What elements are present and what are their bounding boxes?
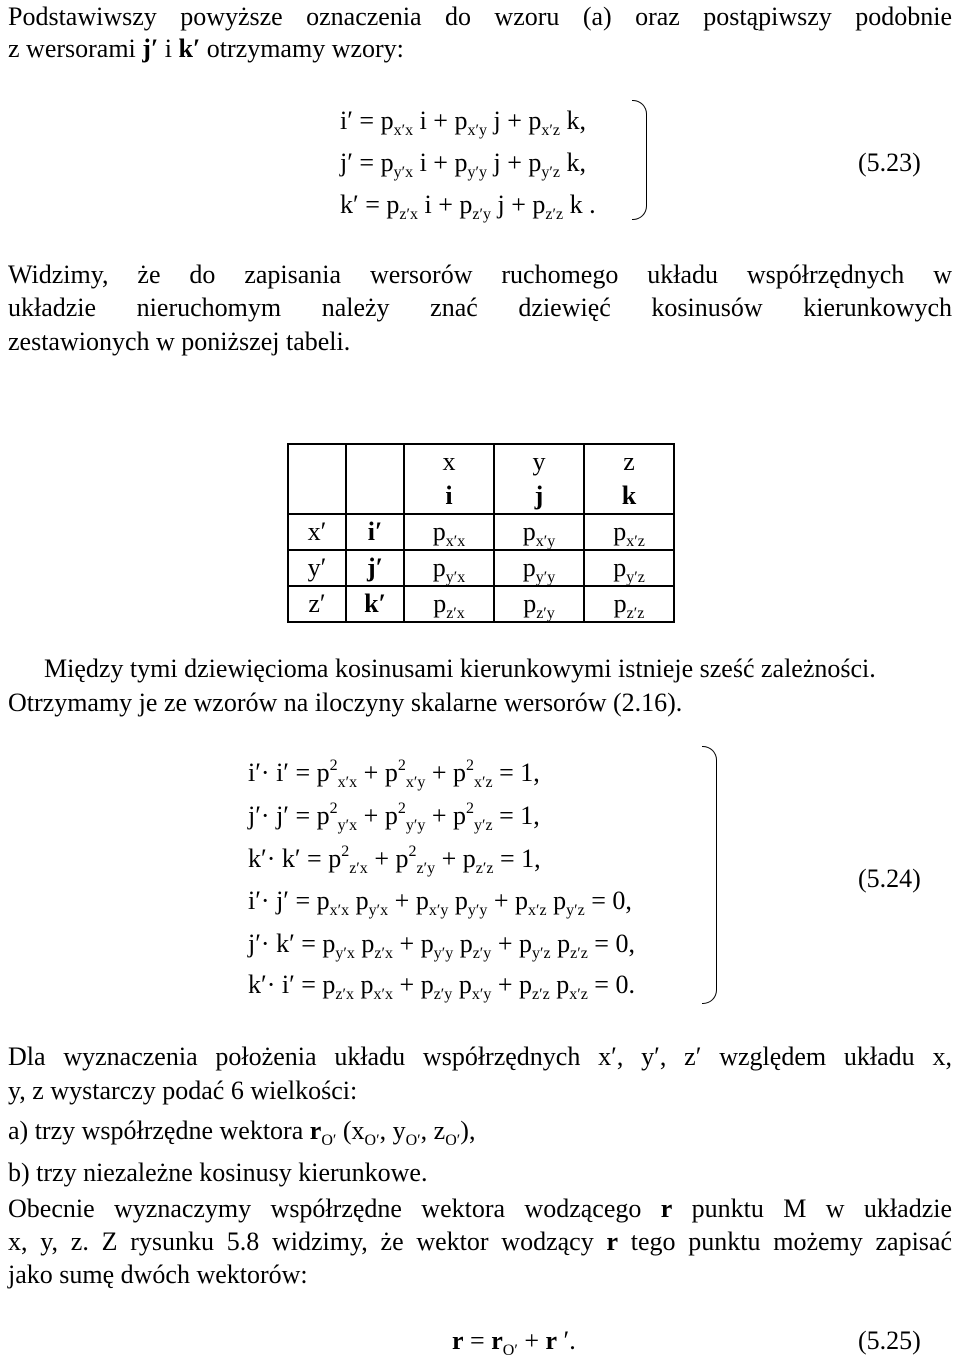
eq523-row: $i' = p_{x'x}$ $i + p_{x'y}$ $j + p_{x'z}$ k,	[340, 106, 586, 139]
eq524-row: $k'\cdot k' = p^2_{z'x} + p^2_{z'y} + p_{z'z} = 1$,	[248, 843, 541, 877]
equation-number: (5.25)	[858, 1326, 921, 1355]
empty-cell	[288, 444, 346, 479]
versor-j-prime: j′	[142, 34, 159, 63]
cosine-cell: $p_{x'y}$	[494, 514, 584, 550]
eq524-row: $j'\cdot j' = p^2_{y'x} + p^2_{y'y} + p^2_{y'z} = 1$,	[248, 800, 540, 834]
cosine-cell: $p_{z'x}$	[404, 586, 494, 622]
eq523-row: $k' = p_{z'x}$ $i + p_{z'y}$ $j + p_{z'z}$ k .	[340, 190, 596, 223]
list-item-a: a) trzy współrzędne wektora $r_{O'}$ ($x_{O'}$, $y_{O'}$, $z_{O'}$),	[8, 1116, 476, 1149]
row-vector: j′	[346, 550, 404, 586]
para5-line-2: x, y, z. Z rysunku 5.8 widzimy, że wektor wodzący r tego punktu możemy zapisać	[8, 1227, 952, 1256]
empty-cell	[346, 444, 404, 479]
intro-line-2-conj: i	[158, 34, 179, 63]
eq524-row: $k'\cdot i' = p_{z'x}$ $p_{x'x} + p_{z'y}$ $p_{x'y} + p_{z'z}$ $p_{x'z} = 0$.	[248, 970, 635, 1003]
cosine-cell: $p_{y'y}$	[494, 550, 584, 586]
row-vector: k′	[346, 586, 404, 622]
intro-line-1: Podstawiwszy powyższe oznaczenia do wzoru (a) oraz postąpiwszy podobnie	[8, 2, 952, 31]
versor-k-prime: k′	[178, 34, 201, 63]
cosine-cell: $p_{y'z}$	[584, 550, 674, 586]
para2-line-3: zestawionych w poniższej tabeli.	[8, 327, 351, 356]
header-vector: i	[404, 479, 494, 514]
row-axis: x′	[288, 514, 346, 550]
empty-cell	[288, 479, 346, 514]
para3-line-2: Otrzymamy je ze wzorów na iloczyny skalarne wersorów (2.16).	[8, 688, 683, 717]
para3-line-1: Między tymi dziewięcioma kosinusami kierunkowymi istnieje sześć zależności.	[44, 654, 876, 683]
right-brace	[632, 100, 647, 220]
cosine-cell: $p_{y'x}$	[404, 550, 494, 586]
direction-cosines-table	[287, 443, 675, 623]
header-axis: z	[584, 444, 674, 479]
row-axis: y′	[288, 550, 346, 586]
cosine-cell: $p_{z'z}$	[584, 586, 674, 622]
header-vector: j	[494, 479, 584, 514]
intro-line-2	[8, 36, 404, 62]
header-axis: x	[404, 444, 494, 479]
para4-line-1: Dla wyznaczenia położenia układu współrzędnych x′, y′, z′ względem układu x,	[8, 1042, 952, 1071]
cosine-cell: $p_{x'z}$	[584, 514, 674, 550]
row-axis: z′	[288, 586, 346, 622]
para2-line-2: układzie nieruchomym należy znać dziewięć kosinusów kierunkowych	[8, 293, 952, 322]
eq524-row: $i'\cdot j' = p_{x'x}$ $p_{y'x} + p_{x'y}$ $p_{y'y} + p_{x'z}$ $p_{y'z} = 0$,	[248, 886, 632, 919]
cosine-cell: $p_{z'y}$	[494, 586, 584, 622]
para2-line-1: Widzimy, że do zapisania wersorów ruchomego układu współrzędnych w	[8, 260, 952, 289]
list-item-b: b) trzy niezależne kosinusy kierunkowe.	[8, 1158, 428, 1187]
right-brace	[702, 746, 717, 1004]
row-vector: i′	[346, 514, 404, 550]
eq524-row: $j'\cdot k' = p_{y'x}$ $p_{z'x} + p_{y'y}$ $p_{z'y} + p_{y'z}$ $p_{z'z} = 0$,	[248, 929, 635, 962]
intro-line-2-post: otrzymamy wzory:	[200, 34, 404, 63]
eq524-row: $i'\cdot i' = p^2_{x'x} + p^2_{x'y} + p^2_{x'z} = 1$,	[248, 757, 540, 791]
intro-line-2-pre: z wersorami	[8, 34, 143, 63]
eq525-formula: $r = r_{O'} + r$ ′.	[452, 1326, 576, 1359]
eq523-row: $j' = p_{y'x}$ $i + p_{y'y}$ $j + p_{y'z}$ k,	[340, 148, 586, 181]
header-vector: k	[584, 479, 674, 514]
empty-cell	[346, 479, 404, 514]
para5-line-3: jako sumę dwóch wektorów:	[8, 1260, 308, 1289]
para5-line-1: Obecnie wyznaczymy współrzędne wektora wodzącego r punktu M w układzie	[8, 1194, 952, 1223]
equation-number: (5.24)	[858, 864, 921, 893]
para4-line-2: y, z wystarczy podać 6 wielkości:	[8, 1076, 358, 1105]
equation-number: (5.23)	[858, 148, 921, 177]
header-axis: y	[494, 444, 584, 479]
cosine-cell: $p_{x'x}$	[404, 514, 494, 550]
